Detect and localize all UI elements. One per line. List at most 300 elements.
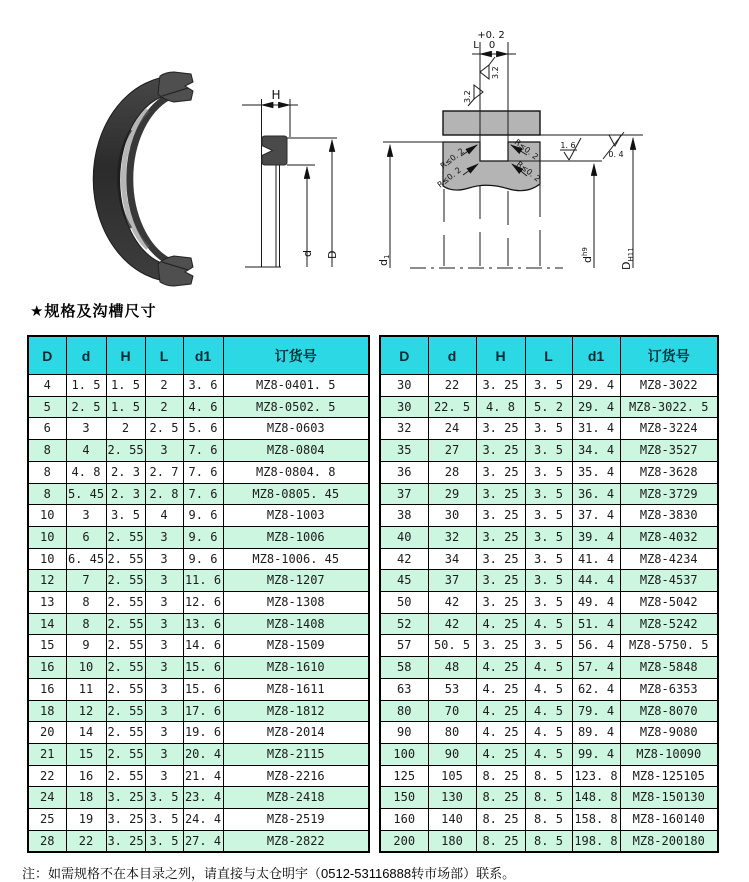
spec-cell: 80	[380, 700, 428, 722]
spec-cell: 2	[145, 375, 183, 397]
spec-cell: 3	[145, 613, 183, 635]
spec-cell: 48	[428, 657, 476, 679]
spec-cell: 30	[380, 396, 428, 418]
spec-cell: 4. 5	[525, 678, 572, 700]
spec-cell: MZ8-125105	[620, 765, 718, 787]
spec-cell: 4. 8	[66, 461, 106, 483]
table-row	[28, 396, 369, 418]
spec-cell: MZ8-0502. 5	[223, 396, 369, 418]
spec-cell: 2. 55	[106, 700, 145, 722]
spec-cell: 8. 5	[525, 809, 572, 831]
dim-D-label: D	[326, 250, 339, 259]
seal-ring-photo	[88, 70, 200, 290]
table-row	[28, 483, 369, 505]
spec-cell: MZ8-3022. 5	[620, 396, 718, 418]
table-row	[380, 722, 718, 744]
spec-cell: 4	[145, 505, 183, 527]
table-row	[28, 765, 369, 787]
roughness-side-2: 3.2	[463, 90, 472, 103]
spec-cell: 5. 2	[525, 396, 572, 418]
header-row	[28, 336, 369, 375]
spec-cell: 21. 4	[183, 765, 223, 787]
spec-cell: 45	[380, 570, 428, 592]
spec-cell: 8	[28, 461, 66, 483]
spec-cell: 11	[66, 678, 106, 700]
spec-cell: 3. 25	[476, 548, 525, 570]
seal-cross-section	[262, 136, 287, 165]
spec-cell: 29. 4	[572, 396, 620, 418]
table-row	[380, 418, 718, 440]
spec-cell: MZ8-5242	[620, 613, 718, 635]
spec-cell: 51. 4	[572, 613, 620, 635]
spec-cell: 36	[380, 461, 428, 483]
column-header: d	[66, 336, 106, 375]
spec-cell: 32	[428, 526, 476, 548]
spec-cell: 8	[28, 483, 66, 505]
table-row	[28, 635, 369, 657]
spec-cell: 28	[428, 461, 476, 483]
spec-cell: 2. 7	[145, 461, 183, 483]
spec-cell: 19. 6	[183, 722, 223, 744]
spec-cell: 28	[28, 830, 66, 852]
table-row	[380, 592, 718, 614]
spec-cell: 15. 6	[183, 678, 223, 700]
spec-cell: MZ8-5042	[620, 592, 718, 614]
spec-cell: 36. 4	[572, 483, 620, 505]
table-row	[380, 526, 718, 548]
spec-cell: MZ8-3729	[620, 483, 718, 505]
spec-cell: 22	[428, 375, 476, 397]
spec-cell: MZ8-5750. 5	[620, 635, 718, 657]
spec-cell: 42	[428, 613, 476, 635]
spec-cell: 5. 45	[66, 483, 106, 505]
spec-cell: 9. 6	[183, 505, 223, 527]
spec-cell: 8	[66, 613, 106, 635]
spec-cell: 12. 6	[183, 592, 223, 614]
spec-cell: 12	[66, 700, 106, 722]
spec-cell: 6. 45	[66, 548, 106, 570]
spec-cell: 200	[380, 830, 428, 852]
column-header: d1	[183, 336, 223, 375]
spec-cell: 3. 25	[106, 787, 145, 809]
spec-cell: 160	[380, 809, 428, 831]
spec-cell: MZ8-3527	[620, 440, 718, 462]
table-row	[380, 440, 718, 462]
spec-cell: 2. 55	[106, 613, 145, 635]
spec-cell: 3	[66, 418, 106, 440]
column-header: H	[476, 336, 525, 375]
spec-cell: 2. 5	[66, 396, 106, 418]
spec-cell: 3. 5	[106, 505, 145, 527]
table-row	[380, 483, 718, 505]
spec-cell: 3	[145, 440, 183, 462]
spec-cell: MZ8-1308	[223, 592, 369, 614]
spec-cell: MZ8-1006	[223, 526, 369, 548]
spec-cell: 5	[28, 396, 66, 418]
spec-cell: 37	[428, 570, 476, 592]
spec-cell: MZ8-150130	[620, 787, 718, 809]
spec-cell: MZ8-2519	[223, 809, 369, 831]
spec-cell: MZ8-8070	[620, 700, 718, 722]
dim-d-h9-label: $d^{h9}$	[581, 247, 594, 263]
spec-cell: 7. 6	[183, 440, 223, 462]
spec-cell: 5. 6	[183, 418, 223, 440]
spec-cell: 3. 5	[525, 592, 572, 614]
spec-cell: MZ8-9080	[620, 722, 718, 744]
spec-cell: 105	[428, 765, 476, 787]
spec-cell: MZ8-1408	[223, 613, 369, 635]
spec-cell: MZ8-1812	[223, 700, 369, 722]
table-row	[380, 700, 718, 722]
spec-cell: 25	[28, 809, 66, 831]
spec-cell: 3	[145, 700, 183, 722]
spec-cell: 24. 4	[183, 809, 223, 831]
spec-cell: 34. 4	[572, 440, 620, 462]
spec-cell: 140	[428, 809, 476, 831]
column-header: d	[428, 336, 476, 375]
spec-cell: 27. 4	[183, 830, 223, 852]
spec-cell: 125	[380, 765, 428, 787]
spec-cell: 130	[428, 787, 476, 809]
spec-cell: 2. 3	[106, 483, 145, 505]
roughness-d: 1. 6	[560, 141, 576, 150]
spec-cell: 3	[145, 570, 183, 592]
spec-cell: 1. 5	[106, 375, 145, 397]
spec-cell: 14	[66, 722, 106, 744]
spec-cell: MZ8-3224	[620, 418, 718, 440]
spec-cell: 3	[145, 526, 183, 548]
spec-cell: 6	[28, 418, 66, 440]
table-row	[380, 678, 718, 700]
spec-cell: 31. 4	[572, 418, 620, 440]
spec-cell: MZ8-3628	[620, 461, 718, 483]
table-row	[28, 613, 369, 635]
spec-cell: MZ8-1610	[223, 657, 369, 679]
spec-cell: 16	[28, 678, 66, 700]
spec-cell: 8. 5	[525, 830, 572, 852]
table-row	[380, 548, 718, 570]
dim-d1-label: d1	[377, 254, 391, 266]
spec-cell: 3. 25	[106, 830, 145, 852]
column-header: D	[380, 336, 428, 375]
spec-cell: 3. 25	[476, 483, 525, 505]
spec-cell: 22	[66, 830, 106, 852]
spec-cell: 123. 8	[572, 765, 620, 787]
spec-cell: 3. 5	[525, 570, 572, 592]
column-header: 订货号	[223, 336, 369, 375]
spec-cell: 14. 6	[183, 635, 223, 657]
spec-cell: 3. 5	[525, 461, 572, 483]
spec-cell: 2. 3	[106, 461, 145, 483]
spec-cell: 37	[380, 483, 428, 505]
table-row	[28, 526, 369, 548]
spec-cell: 80	[428, 722, 476, 744]
spec-cell: 2. 55	[106, 657, 145, 679]
spec-cell: 14	[28, 613, 66, 635]
spec-cell: 50. 5	[428, 635, 476, 657]
spec-cell: MZ8-4537	[620, 570, 718, 592]
spec-cell: 62. 4	[572, 678, 620, 700]
spec-cell: MZ8-4234	[620, 548, 718, 570]
spec-cell: 8. 5	[525, 787, 572, 809]
spec-cell: 15. 6	[183, 657, 223, 679]
spec-cell: MZ8-1003	[223, 505, 369, 527]
spec-table-right	[379, 335, 719, 853]
spec-cell: 29	[428, 483, 476, 505]
spec-cell: MZ8-1611	[223, 678, 369, 700]
spec-cell: 3. 5	[145, 787, 183, 809]
spec-cell: 41. 4	[572, 548, 620, 570]
spec-cell: 57	[380, 635, 428, 657]
spec-cell: 3. 5	[525, 440, 572, 462]
spec-cell: 3. 5	[525, 375, 572, 397]
spec-cell: 4	[28, 375, 66, 397]
spec-cell: 8	[28, 440, 66, 462]
roughness-side-1: 3.2	[491, 66, 500, 79]
spec-cell: 3. 6	[183, 375, 223, 397]
column-header: 订货号	[620, 336, 718, 375]
spec-cell: MZ8-3830	[620, 505, 718, 527]
spec-cell: 3	[145, 657, 183, 679]
spec-cell: 180	[428, 830, 476, 852]
spec-cell: 3. 25	[476, 526, 525, 548]
column-header: D	[28, 336, 66, 375]
spec-cell: 9. 6	[183, 526, 223, 548]
table-row	[380, 657, 718, 679]
spec-cell: 13. 6	[183, 613, 223, 635]
table-row	[28, 592, 369, 614]
spec-cell: 37. 4	[572, 505, 620, 527]
spec-cell: 27	[428, 440, 476, 462]
spec-cell: 8. 5	[525, 765, 572, 787]
spec-cell: 22	[28, 765, 66, 787]
spec-cell: 38	[380, 505, 428, 527]
spec-cell: 3. 5	[525, 526, 572, 548]
spec-cell: 8. 25	[476, 765, 525, 787]
spec-cell: 89. 4	[572, 722, 620, 744]
spec-cell: MZ8-4032	[620, 526, 718, 548]
spec-cell: 99. 4	[572, 743, 620, 765]
spec-cell: 9	[66, 635, 106, 657]
spec-cell: MZ8-0603	[223, 418, 369, 440]
bore-block	[443, 111, 540, 135]
spec-cell: 12	[28, 570, 66, 592]
spec-cell: 11. 6	[183, 570, 223, 592]
spec-cell: 2. 55	[106, 570, 145, 592]
spec-cell: 4. 5	[525, 743, 572, 765]
table-row	[28, 743, 369, 765]
table-row	[380, 570, 718, 592]
spec-cell: 2. 55	[106, 592, 145, 614]
spec-cell: 158. 8	[572, 809, 620, 831]
table-row	[380, 461, 718, 483]
tolerance-upper: +0. 2	[477, 30, 505, 41]
spec-cell: MZ8-1509	[223, 635, 369, 657]
spec-cell: 10	[28, 548, 66, 570]
spec-cell: 2. 55	[106, 548, 145, 570]
spec-cell: 4. 25	[476, 743, 525, 765]
spec-cell: MZ8-0805. 45	[223, 483, 369, 505]
column-header: d1	[572, 336, 620, 375]
table-row	[380, 830, 718, 852]
spec-cell: 32	[380, 418, 428, 440]
spec-cell: MZ8-5848	[620, 657, 718, 679]
spec-cell: 16	[66, 765, 106, 787]
spec-cell: 8. 25	[476, 830, 525, 852]
spec-cell: 3. 25	[476, 635, 525, 657]
table-row	[380, 809, 718, 831]
spec-cell: MZ8-2014	[223, 722, 369, 744]
spec-cell: 2. 5	[145, 418, 183, 440]
spec-cell: 23. 4	[183, 787, 223, 809]
spec-cell: 3. 25	[476, 461, 525, 483]
spec-cell: 40	[380, 526, 428, 548]
spec-cell: MZ8-2822	[223, 830, 369, 852]
spec-cell: 148. 8	[572, 787, 620, 809]
spec-cell: 49. 4	[572, 592, 620, 614]
spec-cell: 3	[145, 743, 183, 765]
table-row	[28, 657, 369, 679]
table-row	[380, 765, 718, 787]
spec-cell: 10	[28, 526, 66, 548]
spec-cell: 18	[28, 700, 66, 722]
spec-cell: 79. 4	[572, 700, 620, 722]
spec-cell: 19	[66, 809, 106, 831]
table-row	[380, 396, 718, 418]
table-row	[28, 809, 369, 831]
spec-cell: 3. 5	[525, 505, 572, 527]
spec-cell: 150	[380, 787, 428, 809]
table-row	[28, 418, 369, 440]
spec-cell: 3. 5	[525, 418, 572, 440]
spec-cell: 30	[428, 505, 476, 527]
spec-cell: 21	[28, 743, 66, 765]
spec-cell: 3. 25	[476, 505, 525, 527]
radius-note-bl: R≤0. 2	[435, 165, 463, 190]
spec-cell: MZ8-3022	[620, 375, 718, 397]
spec-cell: 2. 55	[106, 635, 145, 657]
spec-cell: 4. 8	[476, 396, 525, 418]
spec-cell: MZ8-200180	[620, 830, 718, 852]
spec-cell: 7. 6	[183, 461, 223, 483]
spec-cell: 7	[66, 570, 106, 592]
spec-cell: 4	[66, 440, 106, 462]
spec-cell: 50	[380, 592, 428, 614]
spec-cell: 58	[380, 657, 428, 679]
spec-cell: 3	[66, 505, 106, 527]
spec-cell: MZ8-10090	[620, 743, 718, 765]
spec-cell: 6	[66, 526, 106, 548]
spec-cell: MZ8-2418	[223, 787, 369, 809]
spec-cell: MZ8-1207	[223, 570, 369, 592]
spec-cell: 42	[428, 592, 476, 614]
spec-cell: MZ8-160140	[620, 809, 718, 831]
spec-cell: 1. 5	[106, 396, 145, 418]
column-header: L	[145, 336, 183, 375]
spec-cell: 4. 6	[183, 396, 223, 418]
spec-cell: 53	[428, 678, 476, 700]
spec-cell: 17. 6	[183, 700, 223, 722]
spec-cell: 57. 4	[572, 657, 620, 679]
table-row	[28, 787, 369, 809]
dim-d-label: d	[301, 250, 314, 257]
spec-cell: 3	[145, 635, 183, 657]
spec-cell: 8. 25	[476, 787, 525, 809]
table-row	[28, 570, 369, 592]
spec-cell: 3. 5	[145, 830, 183, 852]
spec-cell: 2	[106, 418, 145, 440]
table-row	[28, 700, 369, 722]
spec-cell: MZ8-0804. 8	[223, 461, 369, 483]
table-row	[28, 722, 369, 744]
table-row	[380, 613, 718, 635]
spec-cell: MZ8-6353	[620, 678, 718, 700]
spec-cell: 3. 25	[476, 418, 525, 440]
spec-cell: 3. 25	[106, 809, 145, 831]
spec-cell: 39. 4	[572, 526, 620, 548]
table-row	[380, 635, 718, 657]
spec-cell: 8	[66, 592, 106, 614]
table-row	[28, 440, 369, 462]
spec-cell: 3	[145, 592, 183, 614]
footer-note: 注：如需规格不在本目录之列，请直接与太仓明宇（0512-53116888转市场部）联系。	[22, 866, 516, 882]
table-row	[28, 461, 369, 483]
spec-cell: 24	[428, 418, 476, 440]
spec-cell: 10	[28, 505, 66, 527]
spec-cell: 22. 5	[428, 396, 476, 418]
spec-cell: 44. 4	[572, 570, 620, 592]
spec-cell: 4. 5	[525, 700, 572, 722]
table-row	[380, 743, 718, 765]
page-title: ★规格及沟槽尺寸	[30, 303, 157, 320]
spec-cell: 90	[428, 743, 476, 765]
spec-cell: MZ8-0401. 5	[223, 375, 369, 397]
table-row	[28, 375, 369, 397]
spec-cell: 4. 5	[525, 613, 572, 635]
spec-cell: 56. 4	[572, 635, 620, 657]
spec-cell: 3. 25	[476, 440, 525, 462]
spec-cell: 10	[66, 657, 106, 679]
spec-cell: 4. 25	[476, 613, 525, 635]
table-row	[28, 678, 369, 700]
spec-cell: 24	[28, 787, 66, 809]
table-row	[28, 830, 369, 852]
tolerance-lower: 0	[488, 40, 496, 51]
spec-cell: 2. 55	[106, 526, 145, 548]
spec-cell: 20. 4	[183, 743, 223, 765]
header-row	[380, 336, 718, 375]
table-row	[380, 787, 718, 809]
spec-cell: 3. 5	[525, 548, 572, 570]
spec-cell: 63	[380, 678, 428, 700]
spec-cell: MZ8-0804	[223, 440, 369, 462]
spec-cell: 35. 4	[572, 461, 620, 483]
spec-cell: 18	[66, 787, 106, 809]
spec-cell: 4. 25	[476, 722, 525, 744]
radius-note-tr: R≤0. 2	[512, 137, 541, 162]
spec-tables	[27, 335, 749, 853]
seal-section-figure	[235, 85, 350, 280]
table-row	[380, 375, 718, 397]
dim-L-label: L	[473, 40, 479, 51]
spec-cell: 100	[380, 743, 428, 765]
spec-cell: 1. 5	[66, 375, 106, 397]
spec-cell: 3	[145, 765, 183, 787]
table-row	[380, 505, 718, 527]
spec-cell: 2. 55	[106, 440, 145, 462]
spec-cell: 4. 5	[525, 657, 572, 679]
spec-cell: 3	[145, 722, 183, 744]
